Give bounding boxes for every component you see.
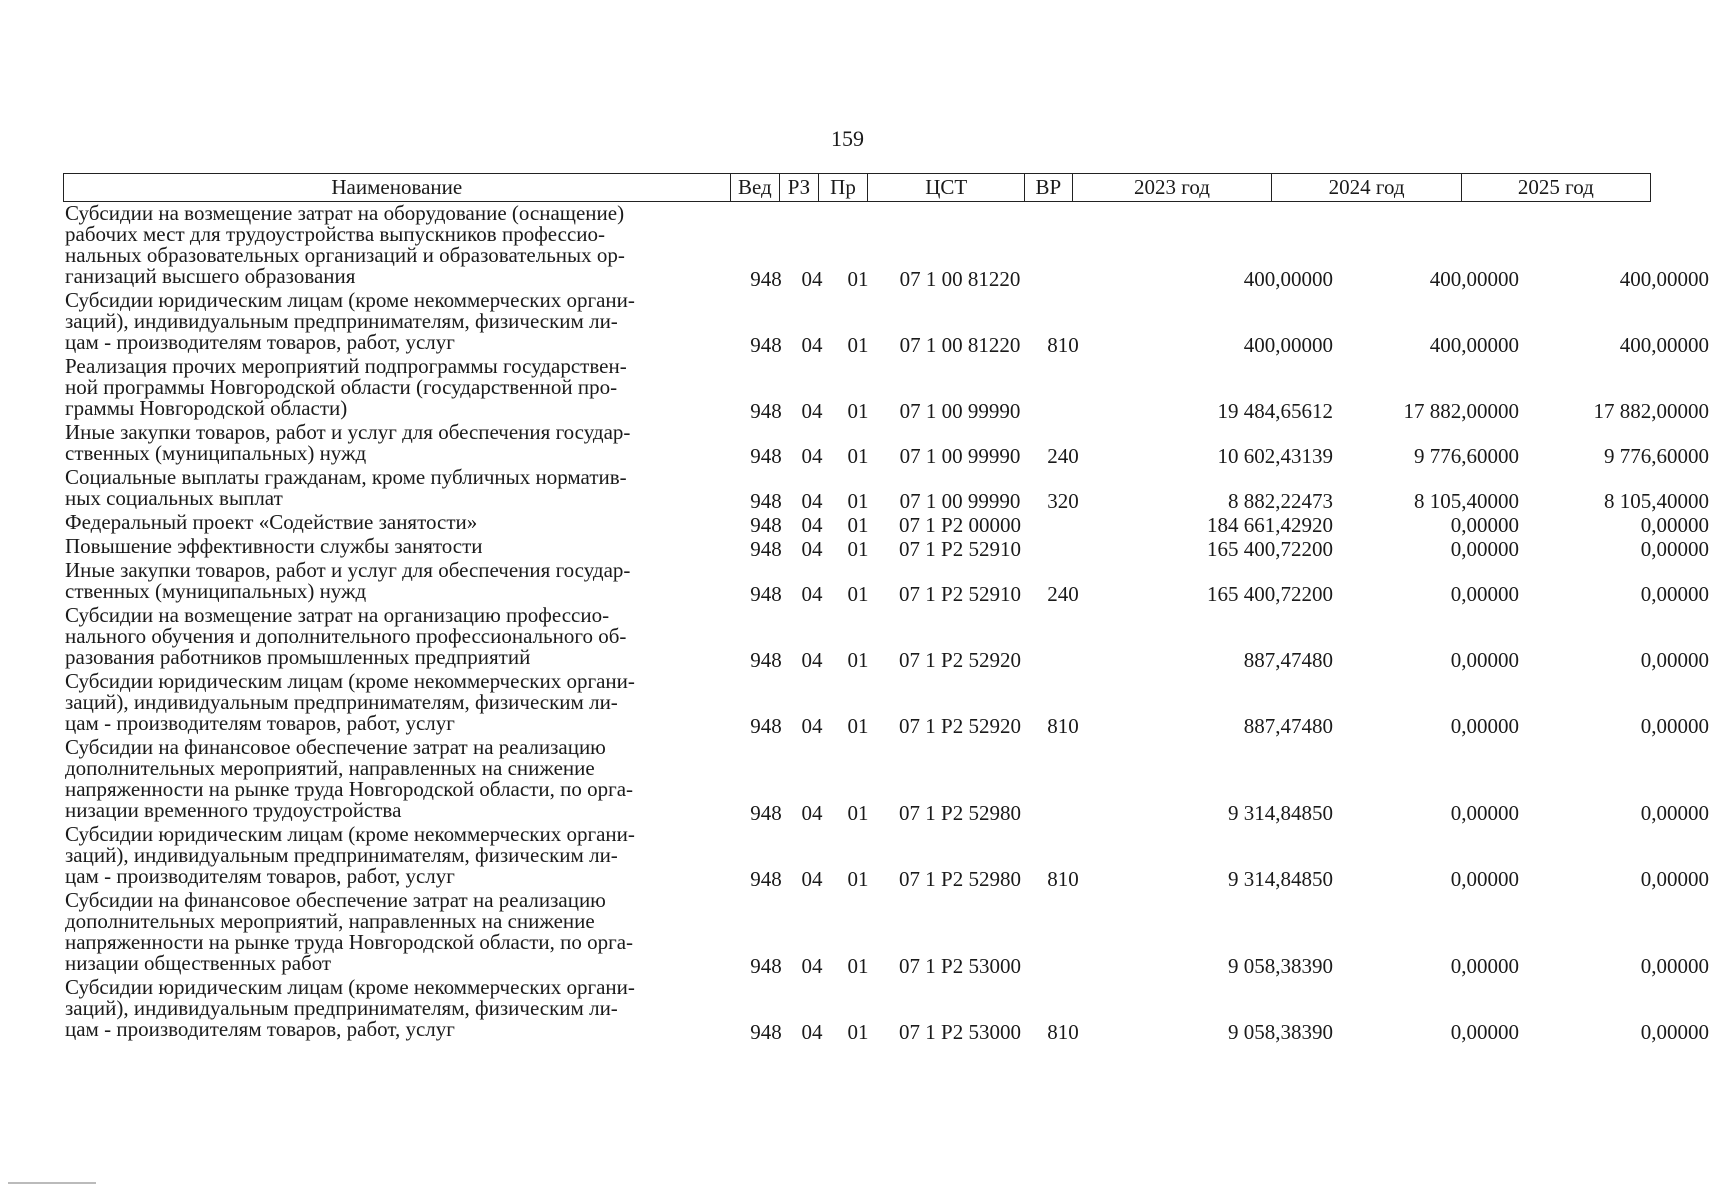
cell-y2024: 0,00000 bbox=[1450, 513, 1519, 537]
cell-pr: 01 bbox=[847, 801, 869, 825]
cell-cst: 07 1 00 99990 bbox=[899, 489, 1021, 513]
cell-rz: 04 bbox=[801, 582, 823, 606]
row-name-line: Субсидии на возмещение затрат на оборудование (оснащение) bbox=[65, 201, 625, 225]
cell-ved: 948 bbox=[750, 444, 782, 468]
row-name bbox=[65, 422, 737, 464]
row-name-line: заций), индивидуальным предпринимателям, физическим ли- bbox=[65, 996, 618, 1020]
cell-pr: 01 bbox=[847, 954, 869, 978]
scan-mark bbox=[8, 1182, 96, 1184]
cell-y2023: 9 058,38390 bbox=[1228, 1020, 1333, 1044]
row-name-line: ственных (муниципальных) нужд bbox=[65, 579, 367, 603]
column-header-cst: ЦСТ bbox=[868, 174, 1025, 202]
cell-y2025: 9 776,60000 bbox=[1604, 444, 1709, 468]
table-row bbox=[63, 822, 1709, 891]
cell-pr: 01 bbox=[847, 333, 869, 357]
cell-y2025: 0,00000 bbox=[1640, 1020, 1709, 1044]
cell-ved: 948 bbox=[750, 537, 782, 561]
row-name-line: цам - производителям товаров, работ, услуг bbox=[65, 1017, 455, 1041]
cell-pr: 01 bbox=[847, 714, 869, 738]
row-name-line: дополнительных мероприятий, направленных на снижение bbox=[65, 756, 595, 780]
cell-pr: 01 bbox=[847, 444, 869, 468]
row-name-line: цам - производителям товаров, работ, услуг bbox=[65, 711, 455, 735]
cell-cst: 07 1 Р2 52910 bbox=[899, 582, 1021, 606]
row-name bbox=[65, 560, 737, 602]
cell-y2023: 400,00000 bbox=[1243, 267, 1333, 291]
cell-y2024: 0,00000 bbox=[1450, 714, 1519, 738]
cell-rz: 04 bbox=[801, 489, 823, 513]
row-name-line: заций), индивидуальным предпринимателям, физическим ли- bbox=[65, 690, 618, 714]
row-name-line: Субсидии на финансовое обеспечение затрат на реализацию bbox=[65, 735, 606, 759]
cell-cst: 07 1 00 81220 bbox=[899, 333, 1021, 357]
row-name-line: Иные закупки товаров, работ и услуг для обеспечения государ- bbox=[65, 558, 631, 582]
cell-rz: 04 bbox=[801, 399, 823, 423]
cell-y2024: 400,00000 bbox=[1429, 267, 1519, 291]
row-name-line: Социальные выплаты гражданам, кроме публичных норматив- bbox=[65, 465, 627, 489]
table-row bbox=[63, 201, 1709, 291]
row-name bbox=[65, 977, 737, 1040]
cell-pr: 01 bbox=[847, 267, 869, 291]
table-row bbox=[63, 975, 1709, 1044]
row-name bbox=[65, 356, 737, 419]
table-row bbox=[63, 354, 1709, 423]
cell-rz: 04 bbox=[801, 537, 823, 561]
cell-rz: 04 bbox=[801, 867, 823, 891]
cell-y2025: 0,00000 bbox=[1640, 954, 1709, 978]
cell-rz: 04 bbox=[801, 954, 823, 978]
cell-rz: 04 bbox=[801, 1020, 823, 1044]
cell-pr: 01 bbox=[847, 399, 869, 423]
row-name-line: низации общественных работ bbox=[65, 951, 332, 975]
cell-pr: 01 bbox=[847, 1020, 869, 1044]
row-name-line: напряженности на рынке труда Новгородской области, по орга- bbox=[65, 777, 634, 801]
cell-rz: 04 bbox=[801, 801, 823, 825]
cell-pr: 01 bbox=[847, 489, 869, 513]
row-name-line: цам - производителям товаров, работ, услуг bbox=[65, 864, 455, 888]
row-name-line: Повышение эффективности службы занятости bbox=[65, 534, 483, 558]
row-name-line: разования работников промышленных предприятий bbox=[65, 645, 531, 669]
row-name-line: ственных (муниципальных) нужд bbox=[65, 441, 367, 465]
cell-y2024: 0,00000 bbox=[1450, 867, 1519, 891]
row-name-line: Субсидии юридическим лицам (кроме некоммерческих органи- bbox=[65, 975, 635, 999]
cell-cst: 07 1 Р2 53000 bbox=[899, 1020, 1021, 1044]
row-name bbox=[65, 512, 737, 533]
cell-pr: 01 bbox=[847, 537, 869, 561]
cell-vr: 240 bbox=[1047, 582, 1079, 606]
row-name bbox=[65, 671, 737, 734]
table-row bbox=[63, 558, 1709, 606]
row-name bbox=[65, 605, 737, 668]
row-name-line: Субсидии юридическим лицам (кроме некоммерческих органи- bbox=[65, 288, 635, 312]
cell-ved: 948 bbox=[750, 513, 782, 537]
row-name bbox=[65, 737, 737, 821]
cell-y2025: 0,00000 bbox=[1640, 801, 1709, 825]
cell-y2024: 17 882,00000 bbox=[1403, 399, 1519, 423]
cell-y2025: 8 105,40000 bbox=[1604, 489, 1709, 513]
cell-cst: 07 1 Р2 52910 bbox=[899, 537, 1021, 561]
cell-rz: 04 bbox=[801, 444, 823, 468]
row-name-line: ганизаций высшего образования bbox=[65, 264, 356, 288]
table-row bbox=[63, 288, 1709, 357]
row-name bbox=[65, 890, 737, 974]
cell-vr: 810 bbox=[1047, 867, 1079, 891]
cell-y2023: 8 882,22473 bbox=[1228, 489, 1333, 513]
row-name-line: напряженности на рынке труда Новгородской области, по орга- bbox=[65, 930, 634, 954]
cell-y2023: 10 602,43139 bbox=[1217, 444, 1333, 468]
row-name-line: нальных образовательных организаций и образовательных ор- bbox=[65, 243, 625, 267]
cell-pr: 01 bbox=[847, 513, 869, 537]
column-header-2025: 2025 год bbox=[1461, 174, 1650, 202]
row-name-line: Субсидии юридическим лицам (кроме некоммерческих органи- bbox=[65, 669, 635, 693]
row-name-line: Федеральный проект «Содействие занятости» bbox=[65, 510, 478, 534]
cell-cst: 07 1 00 81220 bbox=[899, 267, 1021, 291]
cell-ved: 948 bbox=[750, 267, 782, 291]
column-header-name: Наименование bbox=[64, 174, 731, 202]
cell-y2025: 0,00000 bbox=[1640, 714, 1709, 738]
table-row bbox=[63, 735, 1709, 825]
cell-y2024: 0,00000 bbox=[1450, 537, 1519, 561]
cell-ved: 948 bbox=[750, 954, 782, 978]
cell-pr: 01 bbox=[847, 867, 869, 891]
cell-pr: 01 bbox=[847, 648, 869, 672]
row-name-line: Субсидии на финансовое обеспечение затрат на реализацию bbox=[65, 888, 606, 912]
cell-y2024: 0,00000 bbox=[1450, 648, 1519, 672]
cell-y2023: 400,00000 bbox=[1243, 333, 1333, 357]
cell-y2023: 165 400,72200 bbox=[1207, 582, 1333, 606]
cell-ved: 948 bbox=[750, 714, 782, 738]
cell-y2025: 0,00000 bbox=[1640, 867, 1709, 891]
column-header-2023: 2023 год bbox=[1072, 174, 1272, 202]
cell-vr: 810 bbox=[1047, 714, 1079, 738]
cell-y2024: 0,00000 bbox=[1450, 582, 1519, 606]
column-header-2024: 2024 год bbox=[1272, 174, 1461, 202]
column-header-rz: РЗ bbox=[780, 174, 819, 202]
cell-vr: 810 bbox=[1047, 1020, 1079, 1044]
row-name-line: граммы Новгородской области) bbox=[65, 396, 348, 420]
cell-vr: 240 bbox=[1047, 444, 1079, 468]
cell-y2025: 0,00000 bbox=[1640, 537, 1709, 561]
row-name-line: ной программы Новгородской области (государственной про- bbox=[65, 375, 618, 399]
cell-pr: 01 bbox=[847, 582, 869, 606]
cell-y2023: 184 661,42920 bbox=[1207, 513, 1333, 537]
cell-y2024: 9 776,60000 bbox=[1414, 444, 1519, 468]
cell-cst: 07 1 Р2 52980 bbox=[899, 801, 1021, 825]
cell-y2024: 400,00000 bbox=[1429, 333, 1519, 357]
cell-y2025: 0,00000 bbox=[1640, 582, 1709, 606]
row-name bbox=[65, 203, 737, 287]
column-header-ved: Вед bbox=[730, 174, 779, 202]
cell-y2024: 0,00000 bbox=[1450, 954, 1519, 978]
cell-ved: 948 bbox=[750, 867, 782, 891]
table-row bbox=[63, 669, 1709, 738]
column-header-vr: ВР bbox=[1025, 174, 1072, 202]
cell-y2023: 9 058,38390 bbox=[1228, 954, 1333, 978]
page-number: 159 bbox=[831, 126, 864, 151]
cell-y2023: 19 484,65612 bbox=[1217, 399, 1333, 423]
row-name-line: заций), индивидуальным предпринимателям, физическим ли- bbox=[65, 309, 618, 333]
cell-y2023: 887,47480 bbox=[1243, 648, 1333, 672]
cell-y2025: 0,00000 bbox=[1640, 648, 1709, 672]
cell-ved: 948 bbox=[750, 489, 782, 513]
row-name-line: цам - производителям товаров, работ, услуг bbox=[65, 330, 455, 354]
cell-y2025: 400,00000 bbox=[1619, 267, 1709, 291]
cell-y2024: 8 105,40000 bbox=[1414, 489, 1519, 513]
cell-ved: 948 bbox=[750, 1020, 782, 1044]
cell-vr: 320 bbox=[1047, 489, 1079, 513]
table-row bbox=[63, 603, 1709, 672]
cell-y2023: 887,47480 bbox=[1243, 714, 1333, 738]
cell-ved: 948 bbox=[750, 801, 782, 825]
cell-cst: 07 1 00 99990 bbox=[899, 444, 1021, 468]
cell-y2025: 400,00000 bbox=[1619, 333, 1709, 357]
cell-vr: 810 bbox=[1047, 333, 1079, 357]
cell-cst: 07 1 Р2 53000 bbox=[899, 954, 1021, 978]
row-name bbox=[65, 824, 737, 887]
cell-rz: 04 bbox=[801, 648, 823, 672]
cell-ved: 948 bbox=[750, 648, 782, 672]
cell-cst: 07 1 00 99990 bbox=[899, 399, 1021, 423]
cell-cst: 07 1 Р2 52920 bbox=[899, 714, 1021, 738]
cell-cst: 07 1 Р2 00000 bbox=[899, 513, 1021, 537]
row-name-line: Реализация прочих мероприятий подпрограммы государствен- bbox=[65, 354, 627, 378]
table-row bbox=[63, 534, 1709, 561]
table-header bbox=[63, 173, 1651, 202]
cell-rz: 04 bbox=[801, 267, 823, 291]
cell-cst: 07 1 Р2 52980 bbox=[899, 867, 1021, 891]
row-name-line: рабочих мест для трудоустройства выпускников профессио- bbox=[65, 222, 606, 246]
row-name-line: дополнительных мероприятий, направленных на снижение bbox=[65, 909, 595, 933]
row-name bbox=[65, 290, 737, 353]
row-name-line: Субсидии юридическим лицам (кроме некоммерческих органи- bbox=[65, 822, 635, 846]
row-name bbox=[65, 536, 737, 557]
table-row bbox=[63, 888, 1709, 978]
cell-y2023: 9 314,84850 bbox=[1228, 801, 1333, 825]
row-name-line: Иные закупки товаров, работ и услуг для обеспечения государ- bbox=[65, 420, 631, 444]
cell-y2025: 17 882,00000 bbox=[1593, 399, 1709, 423]
row-name-line: ных социальных выплат bbox=[65, 486, 283, 510]
row-name bbox=[65, 467, 737, 509]
table-row bbox=[63, 510, 1709, 537]
cell-y2024: 0,00000 bbox=[1450, 801, 1519, 825]
table-row bbox=[63, 465, 1709, 513]
cell-y2023: 9 314,84850 bbox=[1228, 867, 1333, 891]
row-name-line: заций), индивидуальным предпринимателям, физическим ли- bbox=[65, 843, 618, 867]
cell-rz: 04 bbox=[801, 714, 823, 738]
cell-y2025: 0,00000 bbox=[1640, 513, 1709, 537]
cell-y2024: 0,00000 bbox=[1450, 1020, 1519, 1044]
column-header-pr: Пр bbox=[818, 174, 867, 202]
cell-y2023: 165 400,72200 bbox=[1207, 537, 1333, 561]
cell-rz: 04 bbox=[801, 333, 823, 357]
row-name-line: Субсидии на возмещение затрат на организацию профессио- bbox=[65, 603, 610, 627]
row-name-line: низации временного трудоустройства bbox=[65, 798, 402, 822]
cell-ved: 948 bbox=[750, 399, 782, 423]
cell-ved: 948 bbox=[750, 333, 782, 357]
cell-ved: 948 bbox=[750, 582, 782, 606]
cell-cst: 07 1 Р2 52920 bbox=[899, 648, 1021, 672]
cell-rz: 04 bbox=[801, 513, 823, 537]
table-row bbox=[63, 420, 1709, 468]
row-name-line: нального обучения и дополнительного профессионального об- bbox=[65, 624, 627, 648]
